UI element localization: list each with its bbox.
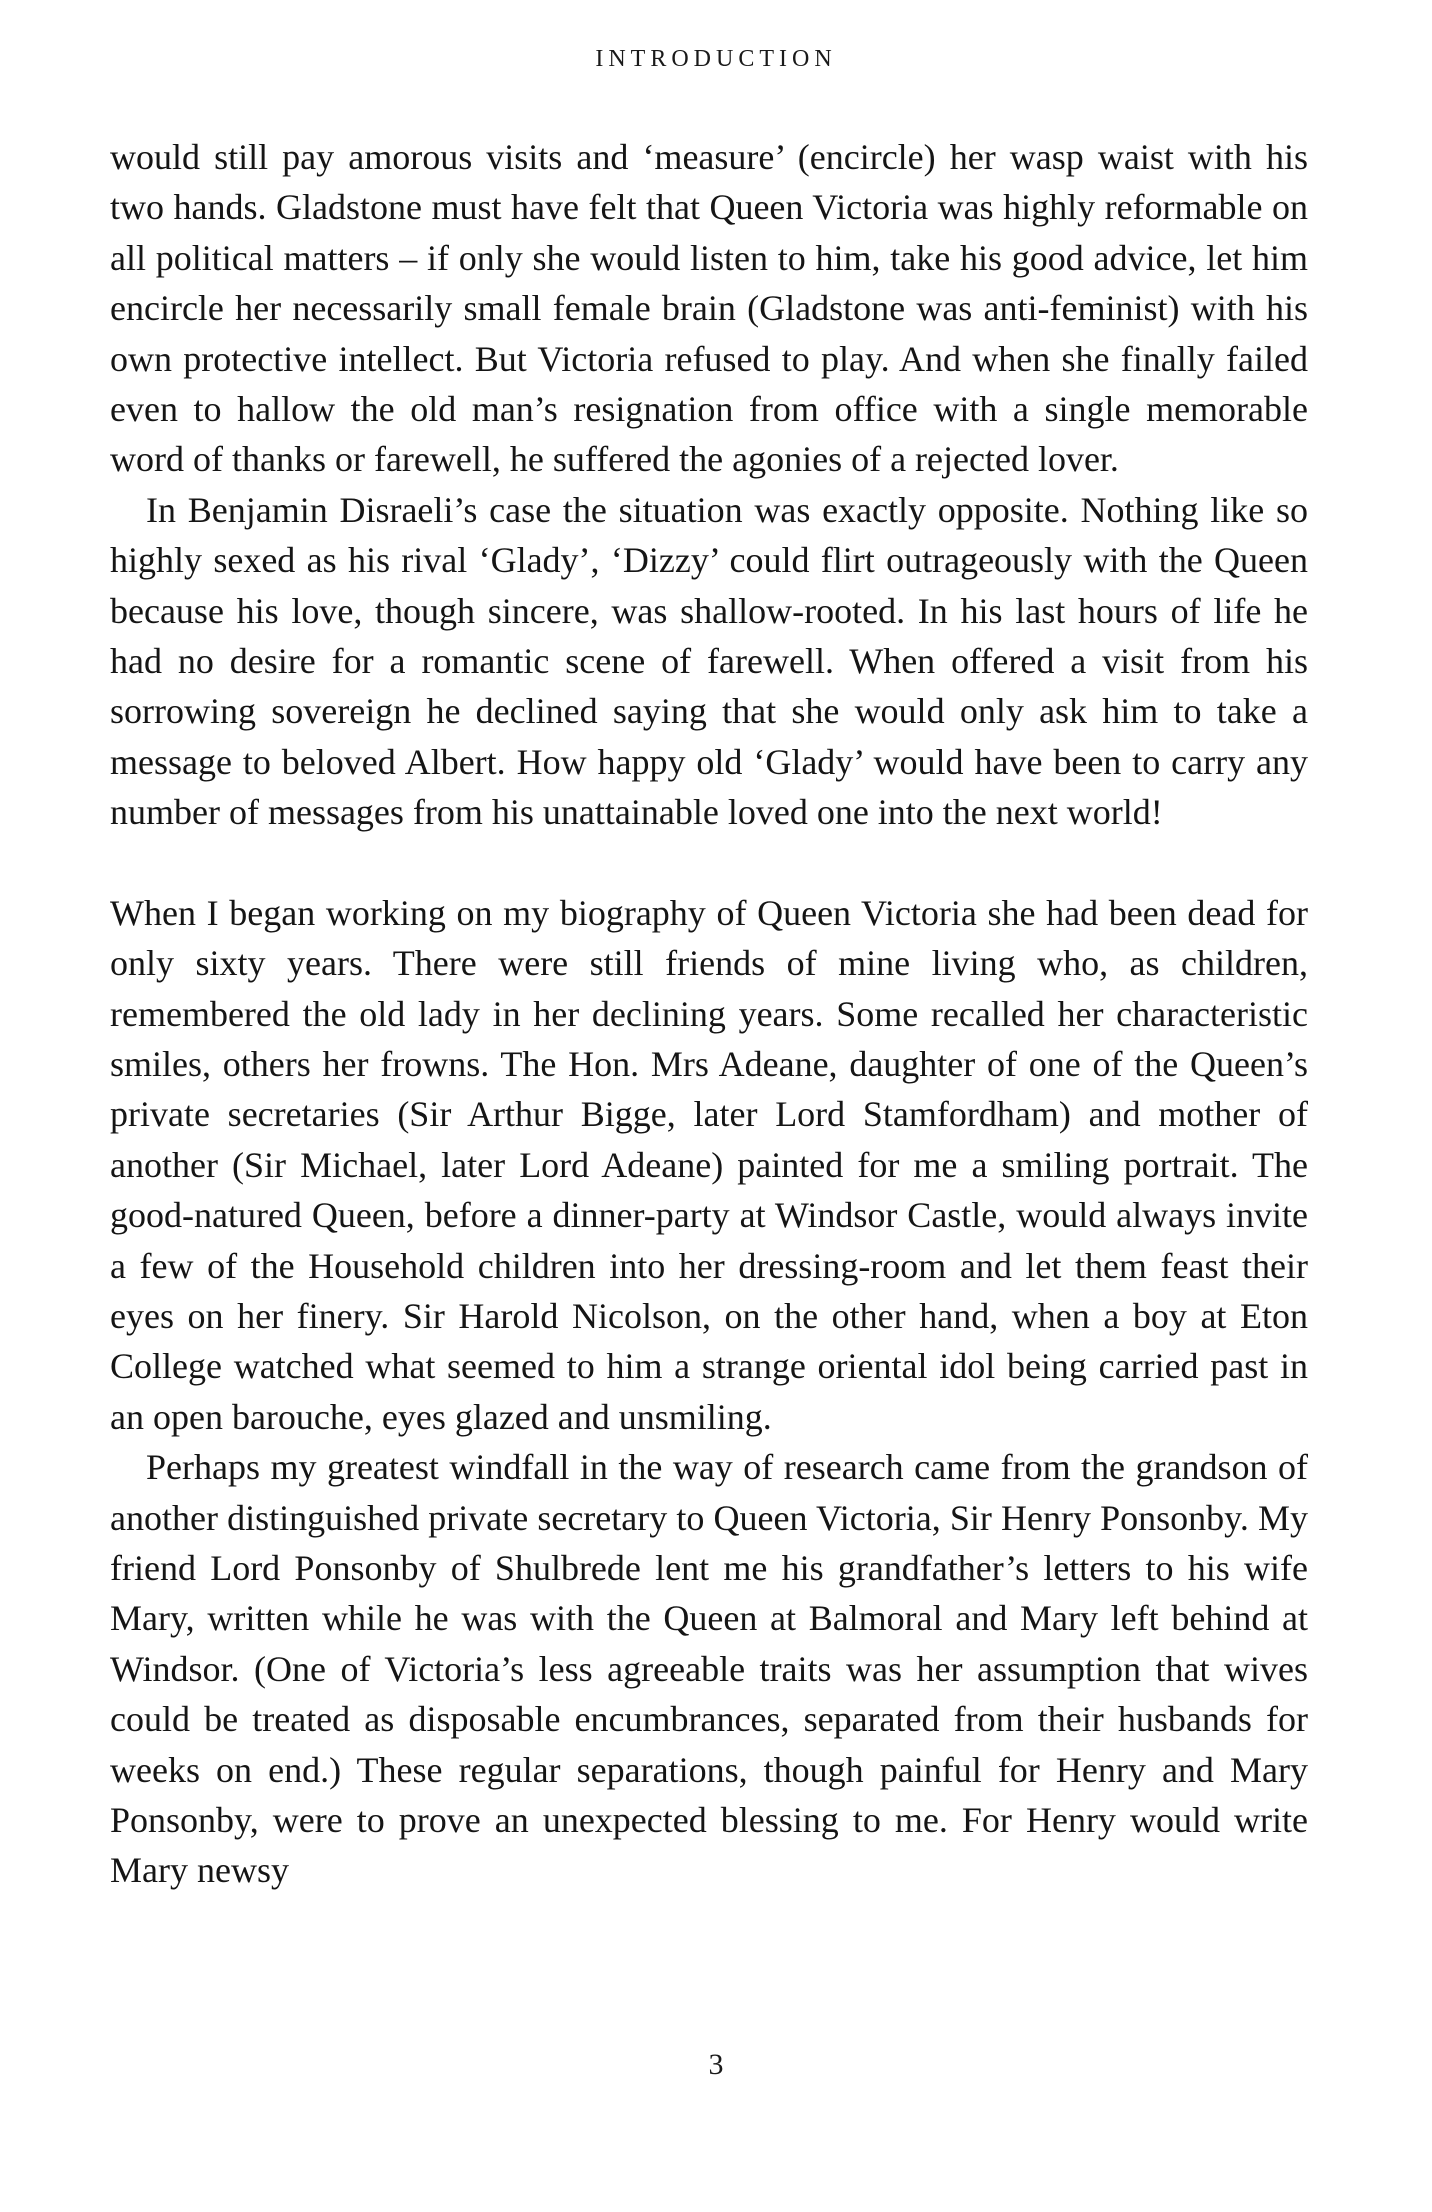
page-number: 3 (708, 2048, 724, 2081)
paragraph-ponsonby: Perhaps my greatest windfall in the way of research came from the grandson of another distinguished private secretary to Queen Victoria, Sir Henry Ponsonby. My friend Lord Ponsonby of Shulbrede lent me his grandfather’s letters to his wife Mary, written while he was with the Queen at Balmoral and Mary left behind at Windsor. (One of Victoria’s less agreeable traits was her assumption that wives could be treated as disposable encumbrances, separated from their husbands for weeks on end.) These regular separations, though painful for Henry and Mary Ponsonby, were to prove an unexpected blessing to me. For Henry would write Mary newsy (110, 1447, 1308, 1891)
running-head: INTRODUCTION (595, 46, 837, 72)
paragraph-disraeli: In Benjamin Disraeli’s case the situation was exactly opposite. Nothing like so highly sexed as his rival ‘Glady’, ‘Dizzy’ could flirt outrageously with the Queen because his love, though sincere, was shallow-rooted. In his last hours of life he had no desire for a romantic scene of farewell. When offered a visit from his sorrowing sovereign he declined saying that she would only ask him to take a message to beloved Albert. How happy old ‘Glady’ would have been to carry any number of messages from his unattainable loved one into the next world! (110, 489, 1308, 833)
paragraph-continued: would still pay amorous visits and ‘measure’ (encircle) her wasp waist with his two hands. Gladstone must have felt that Queen Victoria was highly reformable on all political matters – if only she would listen to him, take his good advice, let him encircle her necessarily small female brain (Gladstone was anti-feminist) with his own protective intellect. But Victoria refused to play. And when she finally failed even to hallow the old man’s resignation from office with a single memorable word of thanks or farewell, he suffered the agonies of a rejected lover. (110, 137, 1308, 480)
paragraph-biography: When I began working on my biography of Queen Victoria she had been dead for only sixty years. There were still friends of mine living who, as children, remembered the old lady in her declining years. Some recalled her characteristic smiles, others her frowns. The Hon. Mrs Adeane, daughter of one of the Queen’s private secretaries (Sir Arthur Bigge, later Lord Stamfordham) and mother of another (Sir Michael, later Lord Adeane) painted for me a smiling portrait. The good-natured Queen, before a dinner-party at Windsor Castle, would always invite a few of the Household children into her dressing-room and let them feast their eyes on her finery. Sir Harold Nicolson, on the other hand, when a boy at Eton College watched what seemed to him a strange oriental idol being carried past in an open barouche, eyes glazed and unsmiling. (110, 892, 1308, 1437)
body-text (110, 132, 1308, 1896)
